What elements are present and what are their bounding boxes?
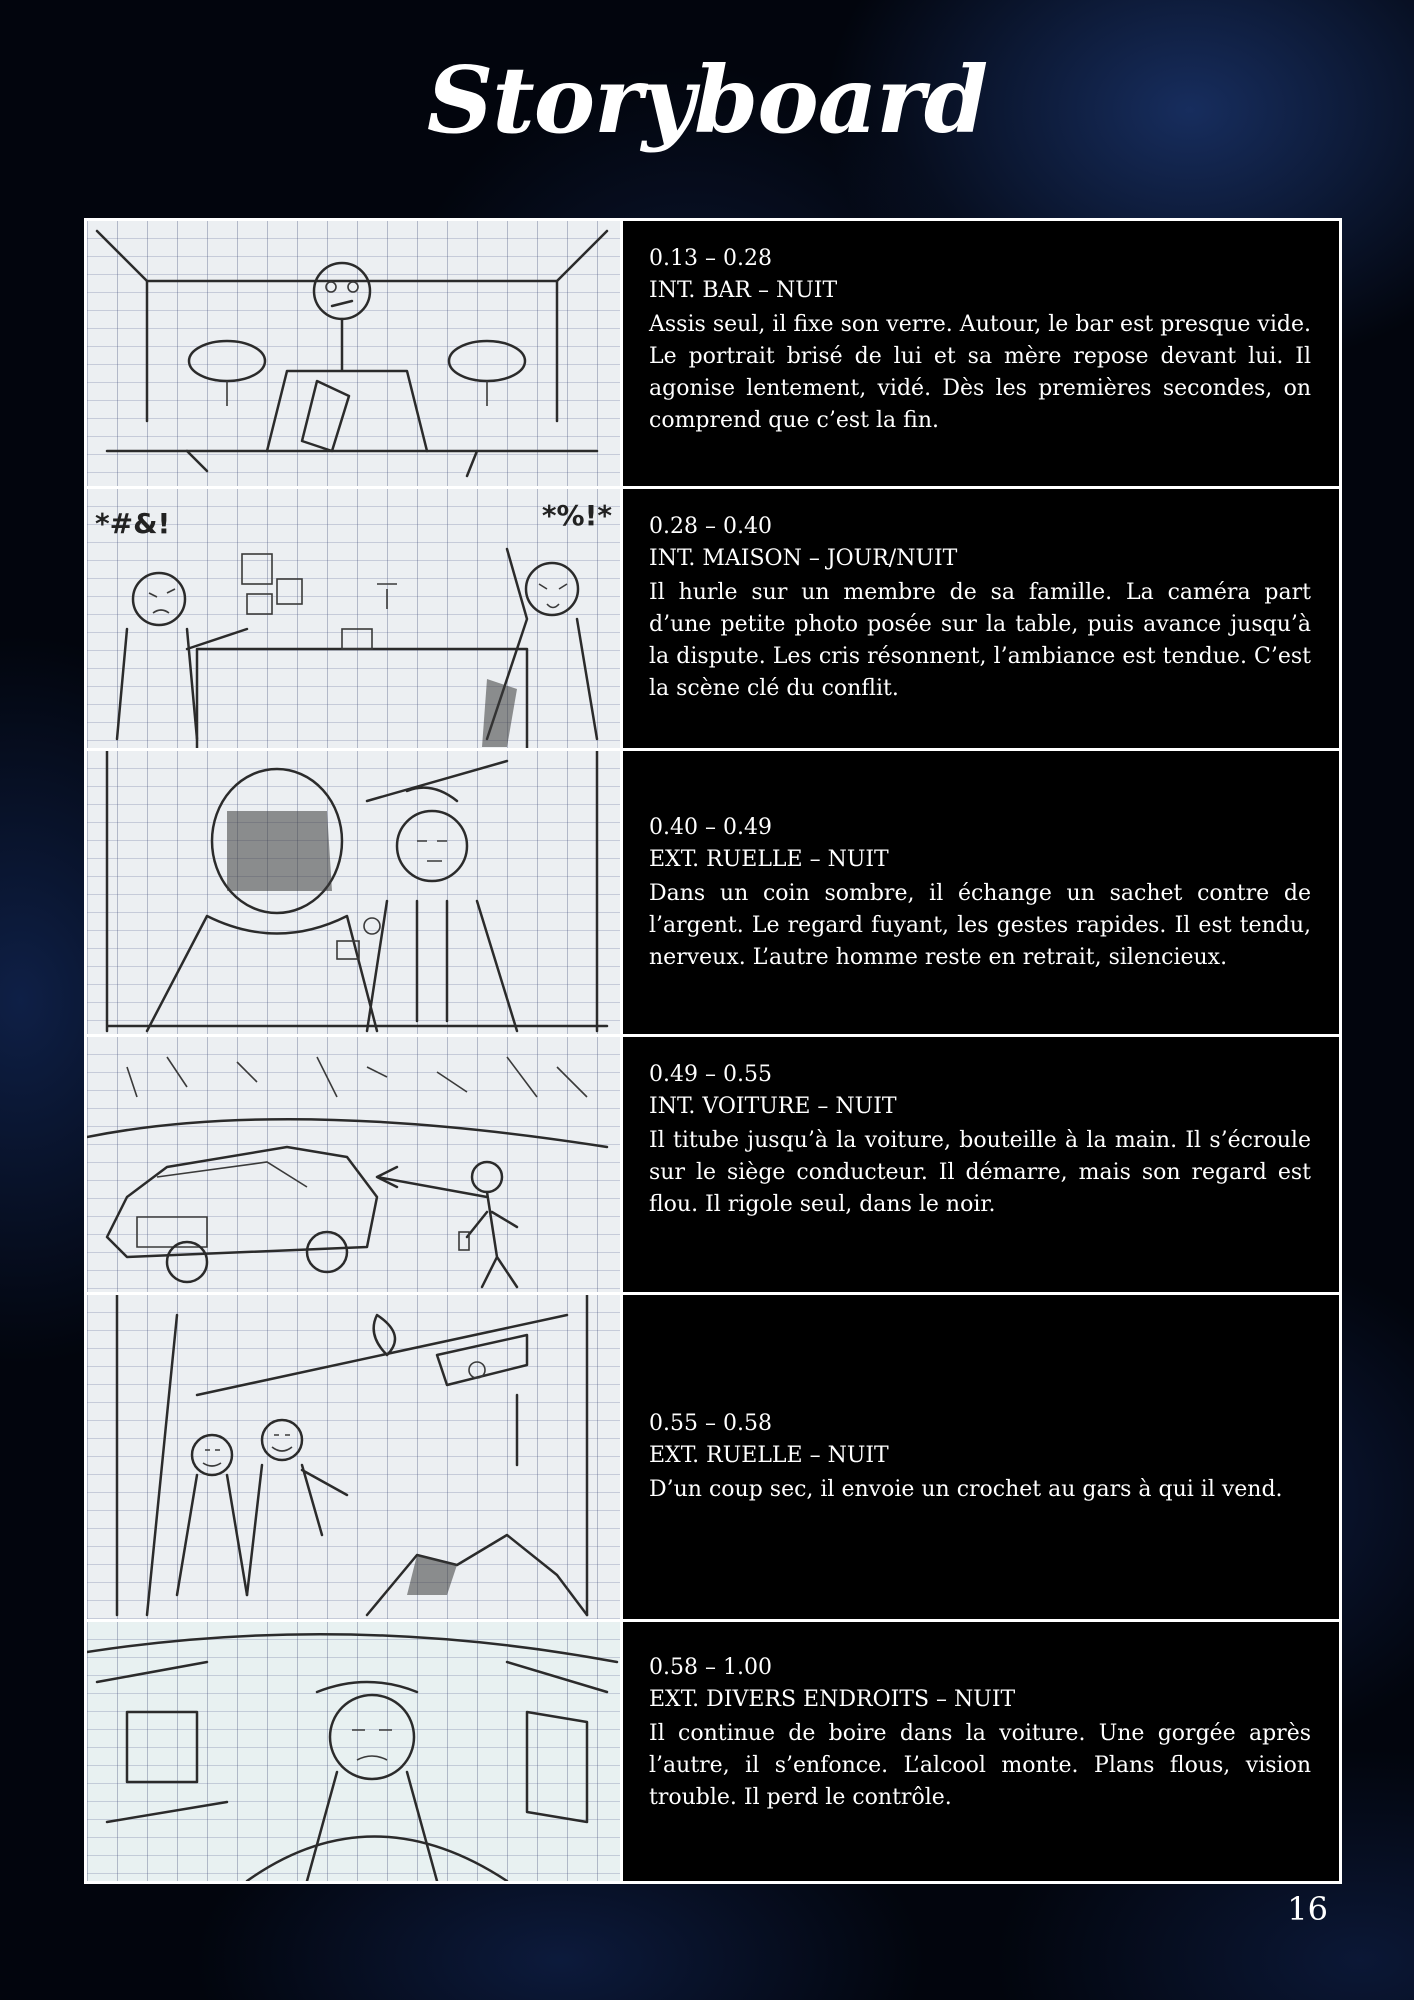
panel-timecode: 0.13 – 0.28 xyxy=(649,246,772,271)
panel-action-text: D’un coup sec, il envoie un crochet au gars à qui il vend. xyxy=(649,1477,1283,1502)
panel-description xyxy=(620,221,1339,486)
sketch-bar-scene xyxy=(87,221,620,486)
shout-symbols-right: *%!* xyxy=(541,499,612,532)
storyboard-row xyxy=(87,1295,1339,1622)
panel-scene-heading: EXT. RUELLE – NUIT xyxy=(649,846,889,872)
panel-timecode: 0.40 – 0.49 xyxy=(649,814,772,840)
sketch-alley-exchange xyxy=(87,751,620,1034)
storyboard-row xyxy=(87,751,1339,1037)
storyboard-table xyxy=(84,218,1342,1884)
panel-timecode: 0.58 – 1.00 xyxy=(649,1655,772,1680)
panel-action-text: Dans un coin sombre, il échange un sachet contre de l’argent. Le regard fuyant, les gestes rapides. Il est tendu, nerveux. L’autre homme reste en retrait, silencieux. xyxy=(649,880,1311,970)
storyboard-row xyxy=(87,1622,1339,1881)
panel-action-text: Il continue de boire dans la voiture. Une gorgée après l’autre, il s’enfonce. L’alcool monte. Plans flous, vision trouble. Il perd le contrôle. xyxy=(649,1721,1311,1810)
panel-scene-heading: INT. MAISON – JOUR/NUIT xyxy=(649,546,958,571)
storyboard-row xyxy=(87,489,1339,751)
panel-description xyxy=(620,489,1339,748)
page-title: Storyboard xyxy=(426,46,988,154)
panel-description xyxy=(620,1037,1339,1292)
sketch-car-stumble xyxy=(87,1037,620,1292)
panel-timecode: 0.28 – 0.40 xyxy=(649,514,772,539)
panel-action-text: Il hurle sur un membre de sa famille. La caméra part d’une petite photo posée sur la table, puis avance jusqu’à la dispute. Les cris résonnent, l’ambiance est tendue. C’est la scène clé du conflit. xyxy=(649,580,1311,701)
shout-symbols-left: *#&! xyxy=(95,507,171,540)
panel-description xyxy=(620,1622,1339,1881)
panel-timecode: 0.49 – 0.55 xyxy=(649,1062,772,1087)
panel-scene-heading: INT. BAR – NUIT xyxy=(649,278,838,303)
panel-scene-heading: INT. VOITURE – NUIT xyxy=(649,1094,897,1119)
panel-action-text: Il titube jusqu’à la voiture, bouteille à la main. Il s’écroule sur le siège conducteur. Il démarre, mais son regard est flou. Il rigole seul, dans le noir. xyxy=(649,1128,1311,1217)
panel-scene-heading: EXT. DIVERS ENDROITS – NUIT xyxy=(649,1687,1016,1712)
storyboard-row xyxy=(87,1037,1339,1295)
page-number: 16 xyxy=(1287,1890,1328,1928)
sketch-alley-punch xyxy=(87,1295,620,1619)
sketch-drinking-in-car xyxy=(87,1622,620,1881)
panel-timecode: 0.55 – 0.58 xyxy=(649,1411,772,1436)
panel-action-text: Assis seul, il fixe son verre. Autour, le bar est presque vide. Le portrait brisé de lui et sa mère repose devant lui. Il agonise lentement, vidé. Dès les premières secondes, on comprend que c’est la fin. xyxy=(649,312,1311,433)
panel-description xyxy=(620,751,1339,1034)
panel-description xyxy=(620,1295,1339,1619)
sketch-house-argument xyxy=(87,489,620,748)
panel-scene-heading: EXT. RUELLE – NUIT xyxy=(649,1443,889,1468)
storyboard-row xyxy=(87,221,1339,489)
